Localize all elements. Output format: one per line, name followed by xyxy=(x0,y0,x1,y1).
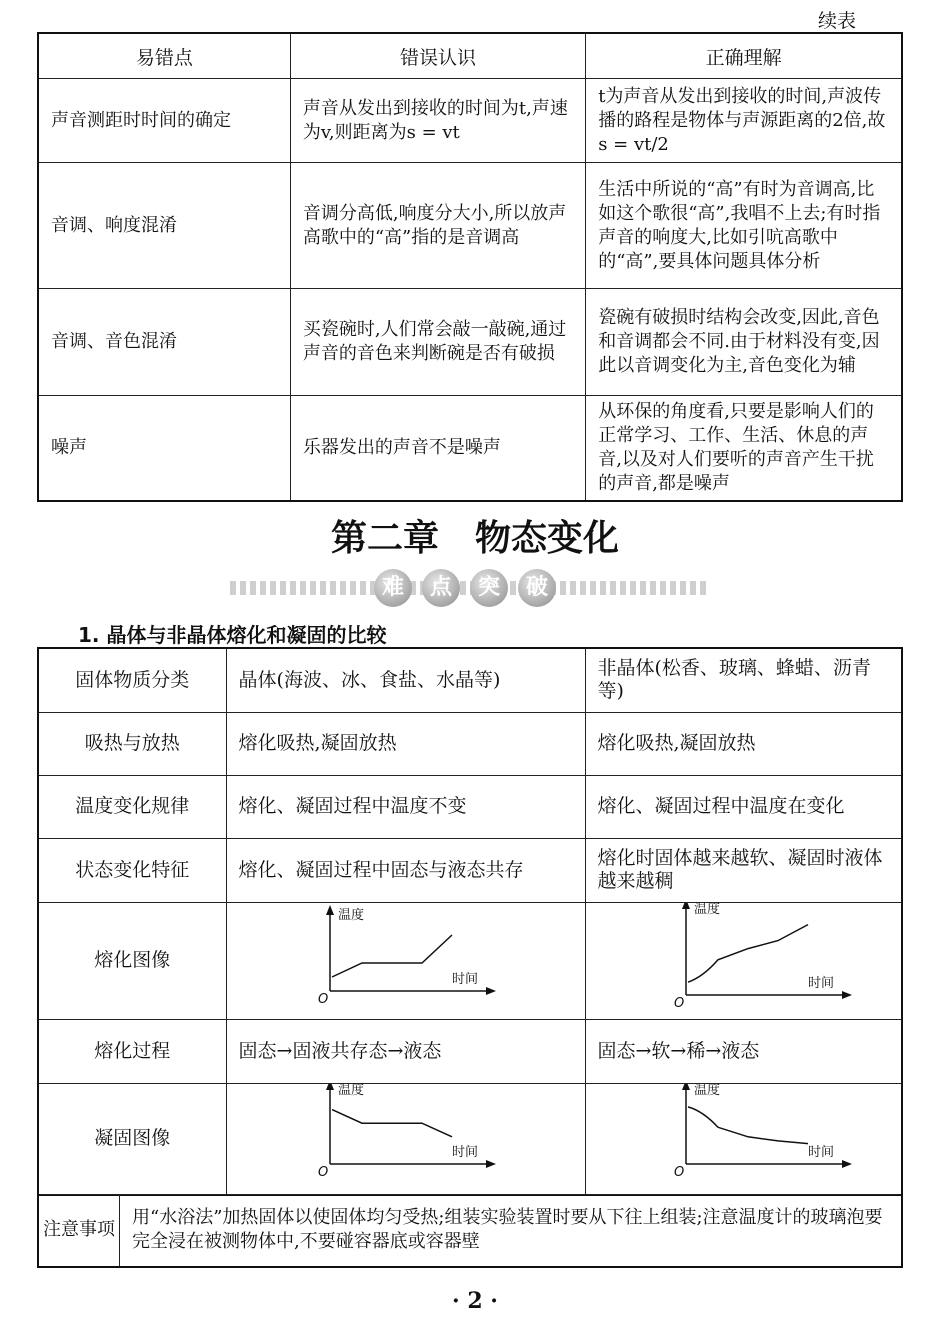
amorphous-cell: 熔化吸热,凝固放热 xyxy=(585,712,902,775)
y-axis-label: 温度 xyxy=(693,903,720,917)
mistake-point: 音调、音色混淆 xyxy=(38,289,290,396)
crystal-cell: 熔化、凝固过程中温度不变 xyxy=(226,775,585,838)
row-label: 状态变化特征 xyxy=(38,838,226,902)
y-axis-label: 温度 xyxy=(337,1083,364,1098)
amorphous-cell: 熔化时固体越来越软、凝固时液体越来越稠 xyxy=(585,838,902,902)
row-label: 固体物质分类 xyxy=(38,648,226,712)
banner-char: 突 xyxy=(470,569,508,607)
y-axis-arrow xyxy=(682,903,690,909)
x-axis-arrow xyxy=(486,987,496,995)
table-row xyxy=(38,712,902,775)
origin-label: O xyxy=(673,996,684,1011)
origin-label: O xyxy=(317,992,328,1007)
correct-idea: 生活中所说的“高”有时为音调高,比如这个歌很“高”,我唱不上去;有时指声音的响度大,比如引吭高歌中的“高”,要具体问题具体分析 xyxy=(586,163,902,289)
mistake-point: 噪声 xyxy=(38,396,290,502)
table-row xyxy=(38,648,902,712)
crystal-cell: 晶体(海波、冰、食盐、水晶等) xyxy=(226,648,585,712)
banner-char: 点 xyxy=(422,569,460,607)
x-axis-arrow xyxy=(842,991,852,999)
wrong-idea: 买瓷碗时,人们常会敲一敲碗,通过声音的音色来判断碗是否有破损 xyxy=(290,289,585,396)
origin-label: O xyxy=(673,1164,684,1180)
x-axis-label: 时间 xyxy=(807,976,834,991)
table-row xyxy=(38,396,902,502)
common-mistakes-table xyxy=(37,32,903,502)
crystal-graph-cell xyxy=(226,1083,585,1195)
amorphous-graph-cell xyxy=(585,902,902,1019)
table-row xyxy=(38,838,902,902)
series-line xyxy=(332,1109,452,1136)
mistake-point: 声音测距时时间的确定 xyxy=(38,79,290,163)
row-label: 熔化图像 xyxy=(38,902,226,1019)
crystal-cell: 固态→固液共存态→液态 xyxy=(226,1019,585,1083)
mistake-point: 音调、响度混淆 xyxy=(38,163,290,289)
origin-label: O xyxy=(317,1164,328,1180)
x-axis-label: 时间 xyxy=(807,1144,834,1160)
row-label: 熔化过程 xyxy=(38,1019,226,1083)
table-row xyxy=(38,902,902,1019)
table-row xyxy=(38,163,902,289)
continued-label: 续表 xyxy=(818,10,857,32)
crystal-comparison-table xyxy=(37,647,903,1196)
amorphous-cell: 非晶体(松香、玻璃、蜂蜡、沥青等) xyxy=(585,648,902,712)
crystal-graph-cell xyxy=(226,902,585,1019)
crystal-cell: 熔化、凝固过程中固态与液态共存 xyxy=(226,838,585,902)
table-row xyxy=(38,1195,902,1267)
row-label: 吸热与放热 xyxy=(38,712,226,775)
notes-label: 注意事项 xyxy=(38,1195,120,1267)
series-line xyxy=(688,925,808,983)
amorphous-graph-cell xyxy=(585,1083,902,1195)
correct-idea: 从环保的角度看,只要是影响人们的正常学习、工作、生活、休息的声音,以及对人们要听的声音产生干扰的声音,都是噪声 xyxy=(586,396,902,502)
x-axis-label: 时间 xyxy=(451,972,478,987)
row-label: 凝固图像 xyxy=(38,1083,226,1195)
page-number: · 2 · xyxy=(452,1288,498,1314)
wrong-idea: 乐器发出的声音不是噪声 xyxy=(290,396,585,502)
crystal-cell: 熔化吸热,凝固放热 xyxy=(226,712,585,775)
table-row xyxy=(38,1019,902,1083)
banner-char: 破 xyxy=(518,569,556,607)
chapter-title: 第二章 物态变化 xyxy=(330,518,619,559)
header-cell: 正确理解 xyxy=(586,33,902,79)
table-row xyxy=(38,1083,902,1195)
row-label: 温度变化规律 xyxy=(38,775,226,838)
wrong-idea: 声音从发出到接收的时间为t,声速为v,则距离为s = vt xyxy=(290,79,585,163)
wrong-idea: 音调分高低,响度分大小,所以放声高歌中的“高”指的是音调高 xyxy=(290,163,585,289)
y-axis-label: 温度 xyxy=(337,908,364,923)
table-row xyxy=(38,79,902,163)
y-axis-arrow xyxy=(326,1084,334,1090)
section-title: 1. 晶体与非晶体熔化和凝固的比较 xyxy=(78,623,387,647)
series-line xyxy=(332,935,452,977)
x-axis-arrow xyxy=(486,1160,496,1168)
header-cell: 易错点 xyxy=(38,33,290,79)
amorphous-freezing-chart xyxy=(586,1084,900,1194)
amorphous-melting-chart xyxy=(586,903,900,1018)
amorphous-cell: 熔化、凝固过程中温度在变化 xyxy=(585,775,902,838)
y-axis-arrow xyxy=(682,1084,690,1090)
amorphous-cell: 固态→软→稀→液态 xyxy=(585,1019,902,1083)
y-axis-label: 温度 xyxy=(693,1083,720,1098)
y-axis-arrow xyxy=(326,905,334,915)
series-line xyxy=(688,1107,808,1144)
table-row xyxy=(38,775,902,838)
table-header-row xyxy=(38,33,902,79)
notes-table xyxy=(37,1194,903,1268)
x-axis-arrow xyxy=(842,1160,852,1168)
crystal-freezing-chart xyxy=(227,1084,583,1194)
correct-idea: t为声音从发出到接收的时间,声波传播的路程是物体与声源距离的2倍,故s = vt/2 xyxy=(586,79,902,163)
correct-idea: 瓷碗有破损时结构会改变,因此,音色和音调都会不同.由于材料没有变,因此以音调变化为主,音色变化为辅 xyxy=(586,289,902,396)
x-axis-label: 时间 xyxy=(451,1144,478,1160)
banner-char: 难 xyxy=(374,569,412,607)
notes-text: 用“水浴法”加热固体以使固体均匀受热;组装实验装置时要从下往上组装;注意温度计的玻璃泡要完全浸在被测物体中,不要碰容器底或容器壁 xyxy=(120,1195,903,1267)
header-cell: 错误认识 xyxy=(290,33,585,79)
crystal-melting-chart xyxy=(227,903,583,1018)
table-row xyxy=(38,289,902,396)
